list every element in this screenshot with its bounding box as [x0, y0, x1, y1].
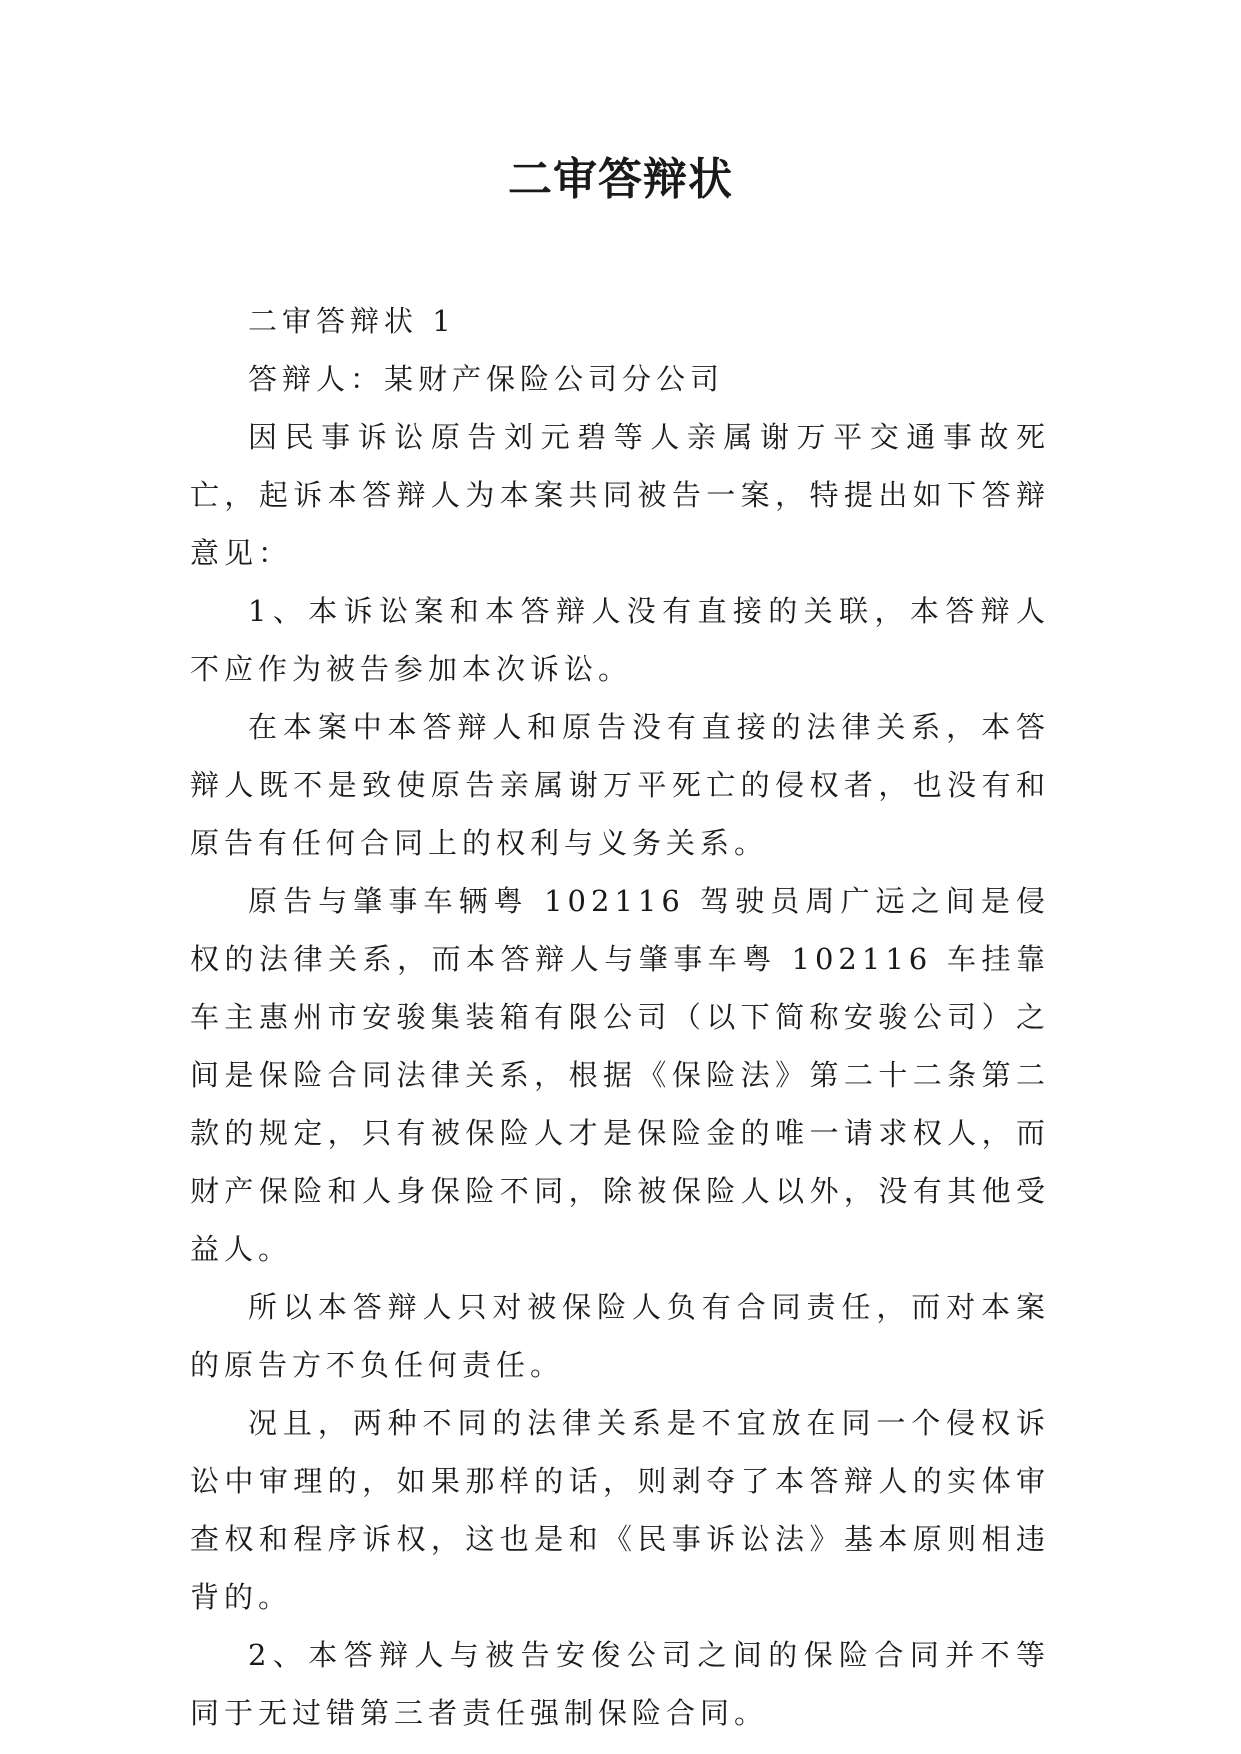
paragraph-legal-relation: 原告与肇事车辆粤 102116 驾驶员周广远之间是侵权的法律关系，而本答辩人与肇事车粤 102116 车挂靠车主惠州市安骏集装箱有限公司（以下简称安骏公司）之间是保险合同法律关系，根据《保险法》第二十二条第二款的规定，只有被保险人才是保险金的唯一请求权人，而财产保险和人身保险不同，除被保险人以外，没有其他受益人。	[190, 884, 1050, 1266]
document-body	[190, 292, 1050, 1742]
paragraph-procedure: 况且，两种不同的法律关系是不宜放在同一个侵权诉讼中审理的，如果那样的话，则剥夺了本答辩人的实体审查权和程序诉权，这也是和《民事诉讼法》基本原则相违背的。	[190, 1406, 1050, 1614]
document-title: 二审答辩状	[508, 154, 733, 205]
paragraph-liability: 所以本答辩人只对被保险人负有合同责任，而对本案的原告方不负任何责任。	[190, 1290, 1050, 1382]
paragraph-point-1: 1、本诉讼案和本答辩人没有直接的关联，本答辩人不应作为被告参加本次诉讼。	[190, 594, 1050, 686]
paragraph-intro: 因民事诉讼原告刘元碧等人亲属谢万平交通事故死亡，起诉本答辩人为本案共同被告一案，特提出如下答辩意见：	[190, 420, 1050, 570]
paragraph-respondent: 答辩人：某财产保险公司分公司	[248, 362, 725, 396]
paragraph-heading: 二审答辩状 1	[248, 304, 456, 338]
paragraph-relationship: 在本案中本答辩人和原告没有直接的法律关系，本答辩人既不是致使原告亲属谢万平死亡的侵权者，也没有和原告有任何合同上的权利与义务关系。	[190, 710, 1050, 860]
paragraph-point-2: 2、本答辩人与被告安俊公司之间的保险合同并不等同于无过错第三者责任强制保险合同。	[190, 1638, 1050, 1730]
